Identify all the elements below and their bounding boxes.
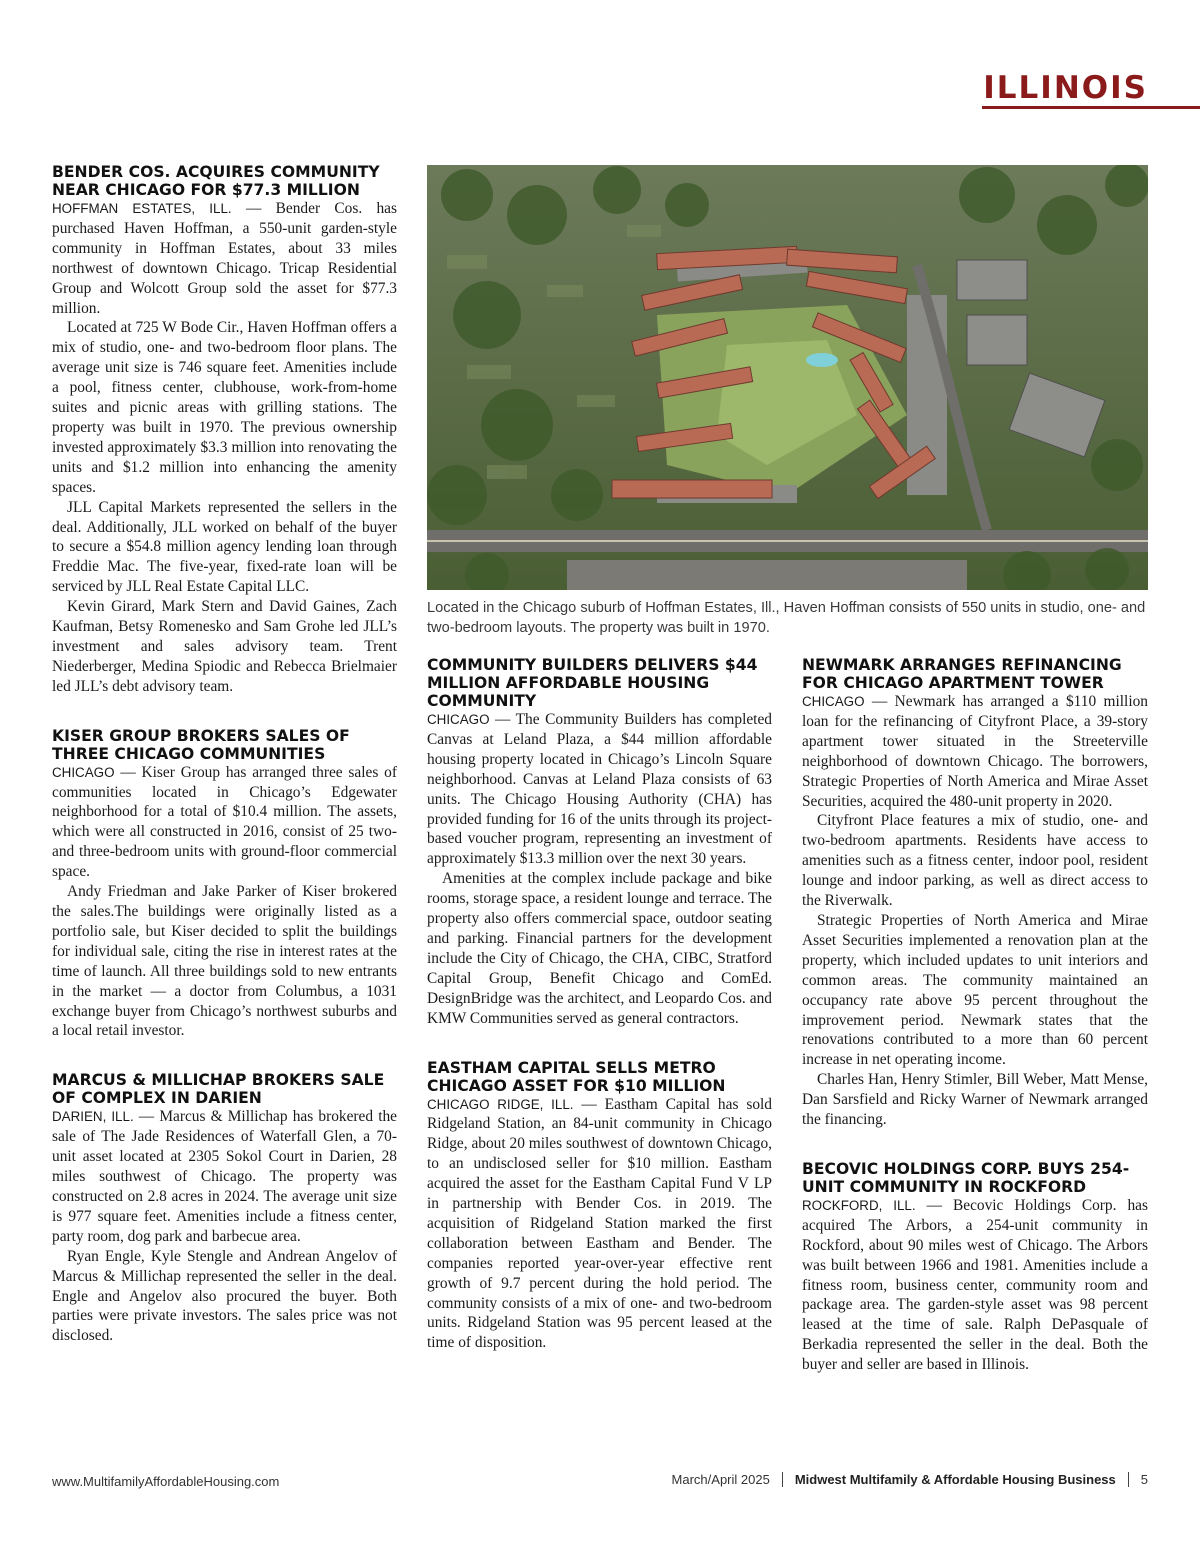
article-paragraph: CHICAGO — Newmark has arranged a $110 million loan for the refinancing of Cityfront Place, a 39-story apartment tower situated in the Streeterville neighborhood of downtown Chicago. The borrowers, Strategic Properties of North America and Mirae Asset Securities, acquired the 480-unit property in 2020. bbox=[802, 693, 1148, 810]
middle-column bbox=[427, 656, 772, 1353]
article-community-builders bbox=[427, 656, 772, 1029]
article-dateline: ROCKFORD, ILL. bbox=[802, 1197, 916, 1213]
photo-caption: Located in the Chicago suburb of Hoffman Estates, Ill., Haven Hoffman consists of 550 units in studio, one- and two-bedroom layouts. The property was built in 1970. bbox=[427, 600, 1146, 636]
article-headline: MARCUS & MILLICHAP BROKERS SALE OF COMPLEX IN DARIEN bbox=[52, 1071, 385, 1108]
article-paragraph: CHICAGO — The Community Builders has completed Canvas at Leland Plaza, a $44 million affordable housing property located in Chicago’s Lincoln Square neighborhood. Canvas at Leland Plaza consists of 63 units. The Chicago Housing Authority (CHA) has provided funding for 16 of the units through its project-based voucher program, representing an investment of approximately $13.3 million over the next 30 years. bbox=[427, 711, 772, 868]
article-dateline: CHICAGO bbox=[52, 764, 115, 780]
footer-divider bbox=[782, 1472, 783, 1487]
article-paragraph: CHICAGO RIDGE, ILL. — Eastham Capital has sold Ridgeland Station, an 84-unit community in Chicago Ridge, about 20 miles southwest of downtown Chicago, to an undisclosed seller for $10 million. Eastham acquired the asset for the Eastham Capital Fund V LP in partnership with Bender Cos. in 2019. The acquisition of Ridgeland Station marked the first collaboration between Eastham and Bender. The companies reported year-over-year effective rent growth of 9.7 percent during the hold period. The community consists of a mix of one- and two-bedroom units. Ridgeland Station was 95 percent leased at the time of disposition. bbox=[427, 1095, 772, 1352]
footer-info bbox=[672, 1472, 1148, 1487]
article-paragraph: Cityfront Place features a mix of studio, one- and two-bedroom apartments. Residents have access to amenities such as a fitness center, indoor pool, resident lounge and indoor parking, as well as direct access to the Riverwalk. bbox=[802, 812, 1148, 910]
page-number: 5 bbox=[1140, 1472, 1148, 1487]
article-becovic bbox=[802, 1160, 1148, 1375]
article-eastham bbox=[427, 1059, 772, 1354]
article-dateline: DARIEN, ILL. bbox=[52, 1109, 134, 1125]
article-headline: NEWMARK ARRANGES REFINANCING FOR CHICAGO APARTMENT TOWER bbox=[802, 656, 1122, 692]
article-newmark bbox=[802, 656, 1148, 1130]
article-headline: KISER GROUP BROKERS SALES OF THREE CHICAGO COMMUNITIES bbox=[52, 726, 350, 763]
article-dateline: CHICAGO RIDGE, ILL. bbox=[427, 1096, 574, 1112]
article-dateline: HOFFMAN ESTATES, ILL. bbox=[52, 201, 232, 216]
article-kiser bbox=[52, 727, 397, 1042]
footer-publication: Midwest Multifamily & Affordable Housing Business bbox=[794, 1472, 1116, 1487]
article-paragraph: CHICAGO — Kiser Group has arranged three sales of communities located in Chicago’s Edgewater neighborhood for a total of $10.4 million. The assets, which were all constructed in 2016, consist of 25 two- and three-bedroom units with ground-floor commercial space. bbox=[52, 763, 397, 881]
right-column bbox=[802, 656, 1148, 1375]
article-paragraph: Kevin Girard, Mark Stern and David Gaines, Zach Kaufman, Betsy Romenesko and Sam Grohe led JLL’s investment and sales advisory team. Trent Niederberger, Medina Spiodic and Rebecca Brielmaier led JLL’s debt advisory team. bbox=[52, 598, 397, 695]
article-paragraph: Ryan Engle, Kyle Stengle and Andrean Angelov of Marcus & Millichap represented the seller in the deal. Engle and Angelov also procured the buyer. Both parties were private investors. The sales price was not disclosed. bbox=[52, 1247, 397, 1345]
footer-divider bbox=[1128, 1472, 1129, 1487]
article-paragraph: HOFFMAN ESTATES, ILL. — Bender Cos. has purchased Haven Hoffman, a 550-unit garden-style community in Hoffman Estates, about 33 miles northwest of downtown Chicago. Tricap Residential Group and Wolcott Group sold the asset for $77.3 million. bbox=[52, 200, 397, 317]
article-bender bbox=[52, 163, 397, 697]
article-paragraph: Strategic Properties of North America and Mirae Asset Securities implemented a renovation plan at the property, which included updates to unit interiors and common areas. The community maintained an occupancy rate above 95 percent throughout the improvement period. Newmark states that the renovations contributed to a more than 60 percent increase in net operating income. bbox=[802, 911, 1148, 1069]
article-paragraph: Amenities at the complex include package and bike rooms, storage space, a resident lounge and terrace. The property also offers commercial space, outdoor seating and parking. Financial partners for the development include the City of Chicago, the CHA, CIBC, Stratford Capital Group, Benefit Chicago and ComEd. DesignBridge was the architect, and Leopardo Cos. and KMW Communities served as general contractors. bbox=[427, 870, 772, 1027]
section-title: ILLINOIS bbox=[983, 70, 1148, 106]
article-paragraph: Andy Friedman and Jake Parker of Kiser brokered the sales.The buildings were originally listed as a portfolio sale, but Kiser decided to split the buildings for individual sale, citing the rise in interest rates at the time of launch. All three buildings sold to new entrants in the market — a doctor from Columbus, a 1031 exchange buyer from Chicago’s northwest suburbs and a local retail investor. bbox=[52, 883, 397, 1040]
left-column bbox=[52, 163, 397, 1346]
article-dateline: CHICAGO bbox=[802, 694, 865, 709]
footer-url: www.MultifamilyAffordableHousing.com bbox=[52, 1474, 280, 1489]
section-rule bbox=[982, 106, 1200, 109]
article-headline: BECOVIC HOLDINGS CORP. BUYS 254-UNIT COMMUNITY IN ROCKFORD bbox=[802, 1159, 1130, 1196]
article-paragraph: JLL Capital Markets represented the sellers in the deal. Additionally, JLL worked on behalf of the buyer to secure a $54.8 million agency lending loan through Freddie Mac. The five-year, fixed-rate loan will be serviced by JLL Real Estate Capital LLC. bbox=[52, 498, 397, 596]
footer-issue: March/April 2025 bbox=[671, 1472, 770, 1487]
aerial-photo bbox=[427, 165, 1148, 590]
article-paragraph: Located at 725 W Bode Cir., Haven Hoffman offers a mix of studio, one- and two-bedroom floor plans. The average unit size is 746 square feet. Amenities include a pool, fitness center, clubhouse, work-from-home suites and picnic areas with grilling stations. The property was built in 1970. The previous ownership invested approximately $3.3 million into renovating the units and $1.2 million into enhancing the amenity spaces. bbox=[52, 319, 397, 496]
article-headline: BENDER COS. ACQUIRES COMMUNITY NEAR CHICAGO FOR $77.3 MILLION bbox=[52, 163, 380, 199]
aerial-photo-illustration bbox=[427, 165, 1148, 590]
article-headline: EASTHAM CAPITAL SELLS METRO CHICAGO ASSET FOR $10 MILLION bbox=[427, 1058, 726, 1095]
article-marcus-millichap bbox=[52, 1071, 397, 1346]
article-paragraph: DARIEN, ILL. — Marcus & Millichap has brokered the sale of The Jade Residences of Waterfall Glen, a 70-unit asset located at 2305 Sokol Court in Darien, 28 miles southwest of Chicago. The property was constructed on 2.8 acres in 2024. The average unit size is 977 square feet. Amenities include a fitness center, party room, dog park and barbecue area. bbox=[52, 1108, 398, 1245]
article-dateline: CHICAGO bbox=[427, 712, 490, 727]
article-headline: COMMUNITY BUILDERS DELIVERS $44 MILLION AFFORDABLE HOUSING COMMUNITY bbox=[427, 656, 758, 710]
article-paragraph: Charles Han, Henry Stimler, Bill Weber, Matt Mense, Dan Sarsfield and Ricky Warner of Newmark arranged the financing. bbox=[802, 1071, 1148, 1129]
article-paragraph: ROCKFORD, ILL. — Becovic Holdings Corp. has acquired The Arbors, a 254-unit community in Rockford, about 90 miles west of Chicago. The Arbors was built between 1966 and 1981. Amenities include a fitness room, business center, community room and package area. The garden-style asset was 98 percent leased at the time of sale. Ralph DePasquale of Berkadia represented the seller in the deal. Both the buyer and seller are based in Illinois. bbox=[802, 1196, 1148, 1374]
